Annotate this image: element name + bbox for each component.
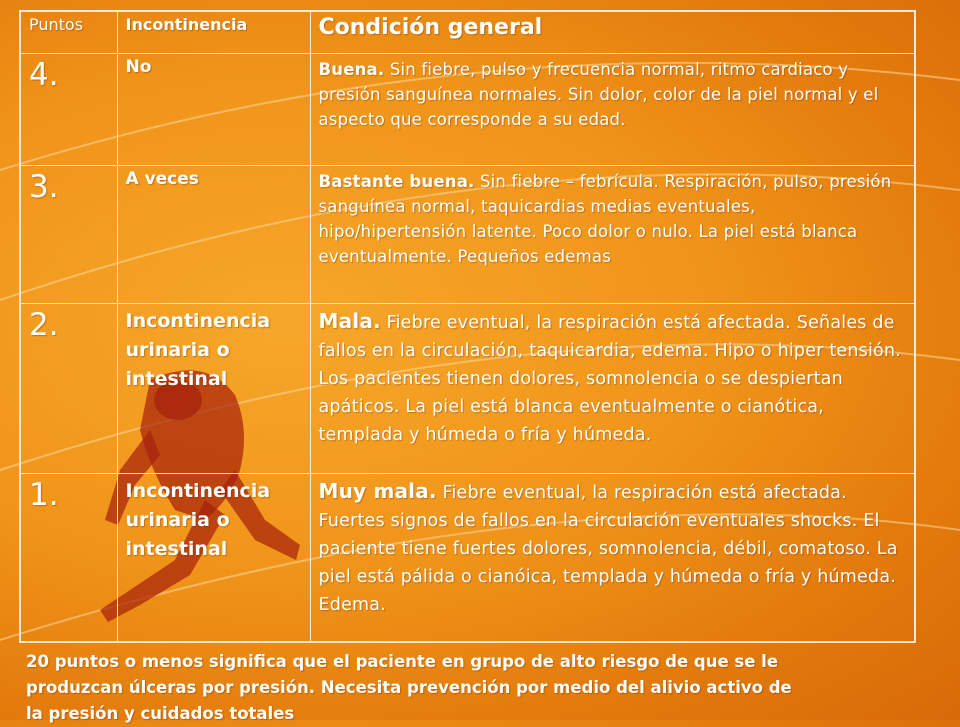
table-row [20,165,915,303]
header-condicion-general: Condición general [310,11,915,53]
row-incontinence: No [117,53,310,165]
condition-lead: Bastante buena. [318,171,475,191]
condition-text: Fiebre eventual, la respiración está afectada. Fuertes signos de fallos en la circulación eventuales shocks. El paciente tiene fuertes dolores, somnolencia, débil, comatoso. La piel está pálida o cianóica, templada y húmeda o fría y húmeda. Edema. [318,482,898,615]
row-incontinence: A veces [117,165,310,303]
condition-text: Fiebre eventual, la respiración está afectada. Señales de fallos en la circulación, taquicardia, edema. Hipo o hiper tensión. Los pacientes tienen dolores, somnolencia o se despiertan apáticos. La piel está blanca eventualmente o cianótica, templada y húmeda o fría y húmeda. [318,312,902,445]
row-points: 2. [20,303,117,473]
row-condition [310,473,915,642]
row-points: 3. [20,165,117,303]
row-condition [310,165,915,303]
row-points: 4. [20,53,117,165]
row-condition [310,53,915,165]
row-incontinence: Incontinencia urinaria o intestinal [117,473,310,642]
condition-lead: Buena. [318,59,385,79]
condition-lead: Muy mala. [318,478,437,503]
condition-lead: Mala. [318,308,381,333]
risk-footnote: 20 puntos o menos significa que el paciente en grupo de alto riesgo de que se le produzcan úlceras por presión. Necesita prevención por medio del alivio activo de la presión y cuidados totales [26,652,792,723]
table-row [20,53,915,165]
row-incontinence: Incontinencia urinaria o intestinal [117,303,310,473]
row-condition [310,303,915,473]
table-header-row [20,11,915,53]
condition-text: Sin fiebre, pulso y frecuencia normal, ritmo cardiaco y presión sanguínea normales. Sin dolor, color de la piel normal y el aspecto que corresponde a su edad. [318,59,879,129]
header-puntos: Puntos [20,11,117,53]
table-row [20,303,915,473]
row-points: 1. [20,473,117,642]
header-incontinencia: Incontinencia [117,11,310,53]
pressure-ulcer-risk-table [19,10,916,643]
condition-text: Sin fiebre – febrícula. Respiración, pulso, presión sanguínea normal, taquicardias medias eventuales, hipo/hipertensión latente. Poco dolor o nulo. La piel está blanca eventualmente. Pequeños edemas [318,171,892,266]
table-row [20,473,915,642]
